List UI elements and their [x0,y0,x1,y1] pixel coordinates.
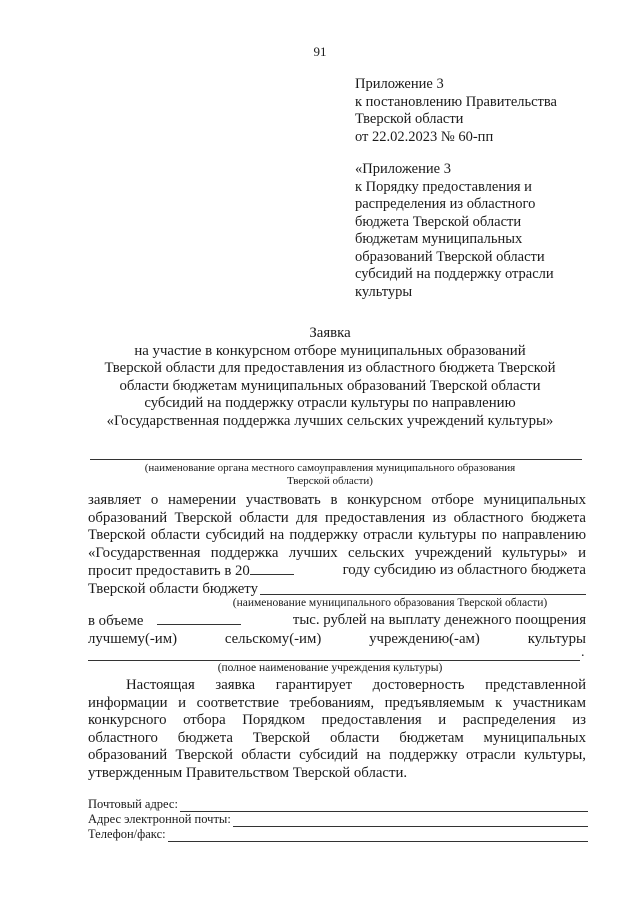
postal-label: Почтовый адрес: [88,797,178,811]
body-line: «Государственная поддержка лучших сельских учреждений культуры» и [88,544,586,561]
organ-caption [70,462,590,488]
email-label: Адрес электронной почты: [88,812,231,826]
caption-line: (наименование органа местного самоуправления муниципального образования [144,462,516,474]
phone-field[interactable] [168,830,588,842]
title-line: на участие в конкурсном отборе муниципальных образований [134,342,526,359]
body-line: областного бюджета Тверской области бюджетам муниципальных [88,729,586,746]
institution-caption: (полное наименование учреждения культуры) [217,662,443,674]
body-paragraph-2 [88,677,586,782]
email-field[interactable] [233,815,588,827]
volume-prefix: в объеме [88,613,144,629]
body-line: образований Тверской области для предоставления из областного бюджета [88,509,586,526]
appendix-line: к постановлению Правительства [355,93,557,110]
volume-block [88,612,586,648]
body-line: заявляет о намерении участвовать в конкурсном отборе муниципальных [88,492,586,508]
title-line: Тверской области для предоставления из областного бюджета Тверской [104,360,556,376]
period: . [581,645,585,660]
row-word: учреждению(-ам) [369,630,480,647]
page-number: 91 [313,44,327,59]
body-line: Тверской области субсидий на поддержку отрасли культуры по направлению [88,527,586,543]
title-heading: Заявка [309,325,351,341]
appendix-line: «Приложение 3 [355,161,451,177]
budget-row [88,581,586,599]
appendix-line: бюджетам муниципальных [355,231,523,247]
appendix-resolution [355,76,605,146]
body-line: образований Тверской области субсидий на поддержку отрасли культуры, [88,747,586,763]
caption-line: Тверской области) [287,475,373,487]
contact-block [88,797,588,842]
appendix-line: субсидий на поддержку отрасли [355,266,554,282]
municipality-caption: (наименование муниципального образования Тверской области) [232,597,548,609]
year-row [88,562,586,581]
application-title [70,325,590,430]
body-paragraph-1 [88,492,586,598]
year-prefix: просит предоставить в 20 [88,563,250,579]
title-line: субсидий на поддержку отрасли культуры по направлению [144,395,516,411]
appendix-line: бюджета Тверской области [355,213,522,230]
year-suffix: году субсидию из областного бюджета [342,562,586,578]
volume-row [88,612,586,631]
body-line: утвержденным Правительством Тверской области. [88,764,408,781]
volume-suffix: тыс. рублей на выплату денежного поощрения [292,612,586,628]
appendix-line: от 22.02.2023 № 60-пп [355,128,494,145]
appendix-line: культуры [355,283,413,300]
email-row [88,812,588,827]
year-blank[interactable] [250,562,294,575]
row-word: культуры [527,630,586,647]
budget-prefix: Тверской области бюджету [88,580,258,597]
volume-blank[interactable] [157,612,241,625]
title-line: области бюджетам муниципальных образований Тверской области [119,377,541,394]
appendix-line: к Порядку предоставления и [355,178,532,195]
phone-row [88,827,588,842]
appendix-line: Приложение 3 [355,76,444,92]
institution-words-row [88,631,586,649]
organ-name-blank[interactable] [90,459,582,460]
body-line: конкурсного отбора Порядком предоставления и распределения из [88,712,586,728]
budget-blank[interactable] [260,581,586,595]
postal-row [88,797,588,812]
row-word: сельскому(-им) [224,630,322,647]
row-word: лучшему(-им) [88,630,178,647]
body-line: Настоящая заявка гарантирует достоверность представленной [126,677,586,693]
phone-label: Телефон/факс: [88,827,166,841]
appendix-line: Тверской области [355,111,464,127]
postal-field[interactable] [180,800,588,812]
body-line: информации и соответствие требованиям, предъявляемым к участникам [88,694,586,711]
appendix-line: образований Тверской области [355,248,545,265]
title-line: «Государственная поддержка лучших сельских учреждений культуры» [106,412,554,429]
appendix-procedure [355,161,605,301]
institution-name-blank[interactable] [88,660,580,661]
appendix-line: распределения из областного [355,196,536,212]
